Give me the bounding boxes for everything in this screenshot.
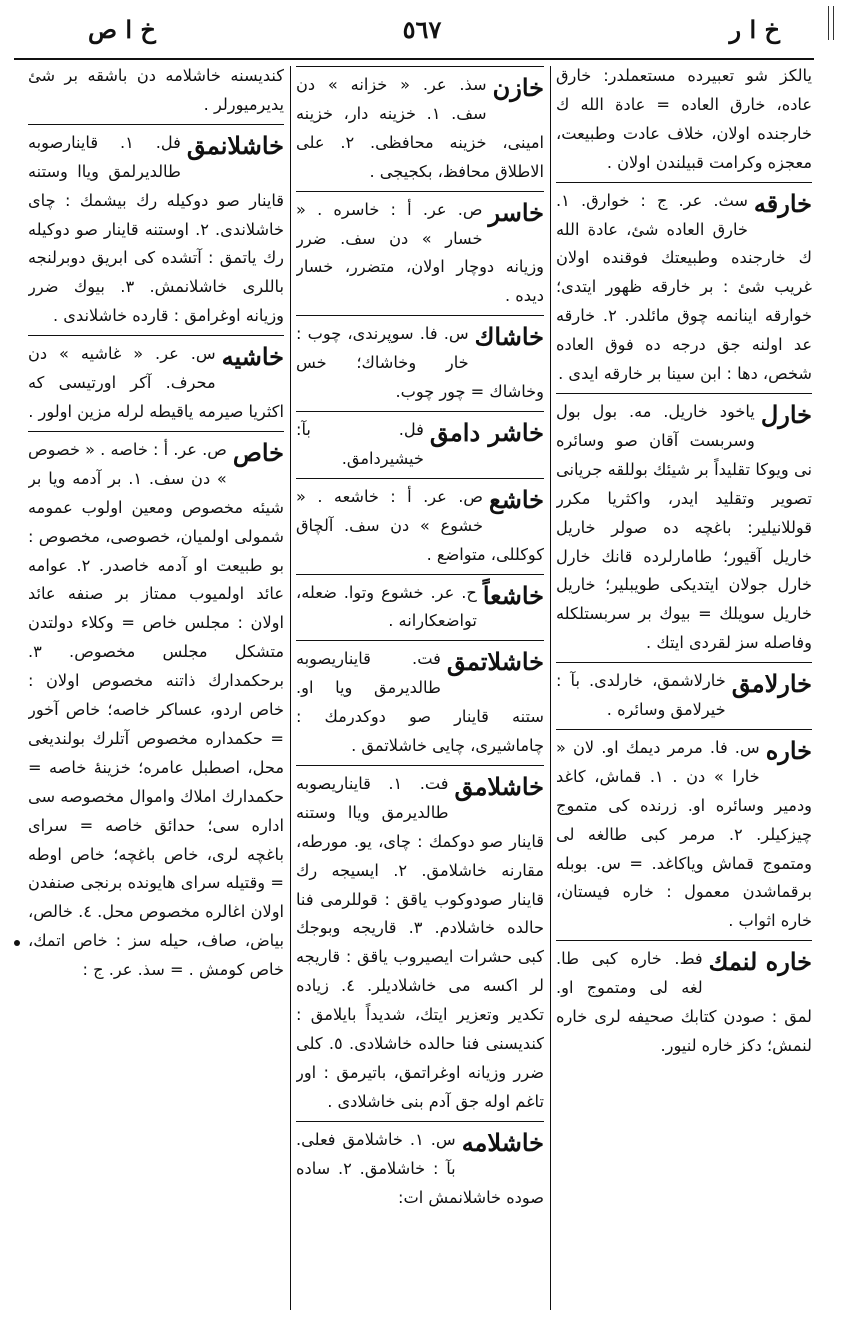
entry-headword: خاشع [488,484,544,514]
dictionary-entry [296,640,544,761]
entry-definition: يالكز شو تعبيرده مستعملدر: خارق عاده، خارق العاده = عادة الله ك خارجنده اولان، خلاف عادت وطبيعت، معجزه وكرامت قبيلندن اولان . [556,66,812,172]
entry-headword: خاسر [488,197,544,227]
entry-headword: خاشلانمق [186,130,284,160]
entry-definition: سذ. عر. « خزانه » دن سف. ١. خزينه دار، خزينه امينى، خزينه محافظى. ٢. على الاطلاق محافظ، بكجيجى . [296,75,544,181]
page-header [0,0,842,56]
column-middle [296,62,544,1312]
dictionary-entry [296,66,544,187]
dictionary-entry [556,393,812,658]
dictionary-entry [556,729,812,936]
dictionary-entry [556,62,812,178]
entry-headword: خاشيه [221,342,284,372]
column-right [556,62,812,1312]
entry-headword: خارل [760,399,812,429]
entry-headword: خارلامق [731,669,812,699]
entry-definition: فت. ١. قايناريصوبه طالديرمق وياا وستنه قاينار صو دوكمك : چاى، يو. مورطه، مقارنه خاشلامق. ٢. ايسيجه رك قاينار صودوكوب ياقق : قوللرمى فنا حالده خاشلادم. ٣. قاريجه وبوجك كبى حشرات ايصيروب ياقق : قاريجه لر اكسه مى خاشلاديلر. ٤. زياده تكدير وتعزير ايتك، شديداً بايلامق : كنديسنى فنا حالده خاشلادى. ٥. كلى ضرر وزيانه اوغراتمق، باتيرمق : اور تاغم اوله جق آدم بنى خاشلادى . [296,773,544,1111]
entry-definition: فل. بآ: خيشيردامق. [296,419,424,468]
entry-definition: فل. ١. قاينارصوبه طالديرلمق وياا وستنه قاينار صو دوكيله رك بيشمك : چاى خاشلاندى. ٢. اوستنه قاينار صو دوكيله رك ياتمق : آتشده كى ابريق دوبرلنجه باللرى خاشلانمش. ٣. بيوك ضرر وزيانه اوغرامق : قارده خاشلاندى . [28,132,284,326]
entry-headword: خاشاك [474,322,544,352]
entry-headword: خاره [765,735,812,765]
entry-definition: فت. قايناريصوبه طالديرمق ويا او. ستنه قاينار صو دوكدرمك : چاماشيرى، چايى خاشلاتمق . [296,649,544,756]
margin-mark [828,6,834,40]
dictionary-entry [296,478,544,570]
page-number: ٥٦٧ [402,15,442,44]
header-right-guide: خ ا ر [729,15,780,44]
entry-headword: خازن [492,73,544,102]
header-rule [14,58,814,60]
column-left [28,62,284,1312]
entry-definition: ص. عر. أ : خاسره . « خسار » دن سف. ضرر وزيانه دوچار اولان، متضرر، خسار ديده . [296,199,544,306]
dictionary-entry [28,124,284,331]
dictionary-entry [296,315,544,407]
column-rule [550,66,551,1310]
entry-definition: س. عر. « غاشيه » دن محرف. آكر اورتيسى كه اكثريا صيرمه ياقيطه لرله مزين اولور . [28,344,284,421]
entry-definition: ص. عر. أ : خاصه . « خصوص » دن سف. ١. بر آدمه ويا بر شيئه مخصوص ومعين اولوب عمومه شمولى اولميان، خصوصى، مخصوص : بو طبيعت او آدمه خاصدر. ٢. عوامه عائد اولميوب ممتاز بر صنفه عائد اولان : مجلس خاص = وكلاء دولتدن متشكل مجلس مخصوص. ٣. برحكمدارك ذاتنه مخصوص اولان : خاص اردو، عساكر خاصه؛ خاص آخور = حكمداره مخصوص آتلرك بولنديغى محل، اصطبل عامره؛ خزينهٔ خاصه = حكمدارك املاك واموال مخصوصه سى اداره سى؛ حدائق خاصه = سراى باغچه لرى، خاص باغچه؛ خاص اوطه = وقتيله سراى هايونده برنجى صنفدن اولان اغالره مخصوص محل. ٤. خالص، بياض، صاف، حيله سز : خاص اتمك، خاص كومش . = سذ. عر. ج : [28,439,284,980]
entry-headword: خاشلامه [461,1127,544,1157]
entry-headword: خاره لنمك [708,947,812,977]
entry-definition: ح. عر. خشوع وتوا. ضعله، تواضعكارانه . [296,582,477,631]
entry-definition: كنديسنه خاشلامه دن باشقه بر شئ يديرميورلر . [28,66,284,114]
entry-definition: ياخود خاريل. مه. بول بول وسربست آقان صو وسائره نى ويوكا تقليداً بر شيئك بوللقه جريانى تصوير وتقليد ايدر، واكثريا مكرر قوللانيلير: باغچه ده صولر خاريل خاريل آقيور؛ طامارلرده قانك خارل خارل جولان ايتديكى طويبلير؛ خاريل خاريل سويلك = بيوك بر سربستلكله وفاصله سز لقردى ايتك . [556,401,812,653]
dictionary-entry [28,62,284,120]
entry-definition: س. فا. مرمر ديمك او. لان « خارا » دن . ١. قماش، كاغد ودمير وسائره او. زرنده كى متموج چيزكيلر. ٢. مرمر كبى طالغه لى ومتموج قماش وياكاغد. = س. بوبله برقماشدن معمول : خاره فيستان، خاره اثواب . [556,737,812,931]
dictionary-entry [296,411,544,474]
dictionary-entry [28,431,284,985]
entry-headword: خاص [232,437,284,467]
entry-definition: فط. خاره كبى طا. لغه لى ومتموج او. لمق : صودن كتابك صحيفه لرى خاره لنمش؛ دكز خاره لنيور. [556,949,812,1055]
entry-headword: خارقه [753,188,812,218]
entry-definition: خارلاشمق، خارلدى. بآ : خيرلامق وسائره . [556,671,726,720]
dictionary-entry [28,335,284,427]
entry-definition: سث. عر. ج : خوارق. ١. خارق العاده شئ، عادة الله ك خارجنده وطبيعتك فوقنده اولان غريب شئ : بر خارقه ظهور ايتدى؛ خوارقه اينانمه چوق مائلدر. ٢. خارقه عد اولنه جق درجه ده فوق العاده شخص، دها : ابن سينا بر خارقه ايدى . [556,190,812,384]
dictionary-entry [296,574,544,637]
entry-headword: خاشعاً [482,580,544,610]
entry-headword: خاشلامق [454,771,544,801]
entry-definition: ص. عر. أ : خاشعه . « خشوع » دن سف. آلچاق كوكللى، متواضع . [296,486,544,564]
entry-definition: س. فا. سوپرندى، چوب : خار وخاشاك؛ خس وخاشاك = چور چوب. [296,324,544,402]
dictionary-entry [296,765,544,1117]
entry-headword: خاشلاتمق [446,647,544,677]
dictionary-entry [296,191,544,312]
header-left-guide: خ ا ص [88,15,156,44]
dictionary-entry [556,182,812,389]
column-rule [290,66,291,1310]
entry-headword: خاشر دامق [429,417,544,447]
dictionary-entry [556,662,812,725]
dictionary-entry [556,940,812,1061]
dictionary-entry [296,1121,544,1213]
entry-definition: س. ١. خاشلامق فعلى. بآ : خاشلامق. ٢. ساده صوده خاشلانمش ات: [296,1129,544,1207]
margin-dot [14,940,20,946]
